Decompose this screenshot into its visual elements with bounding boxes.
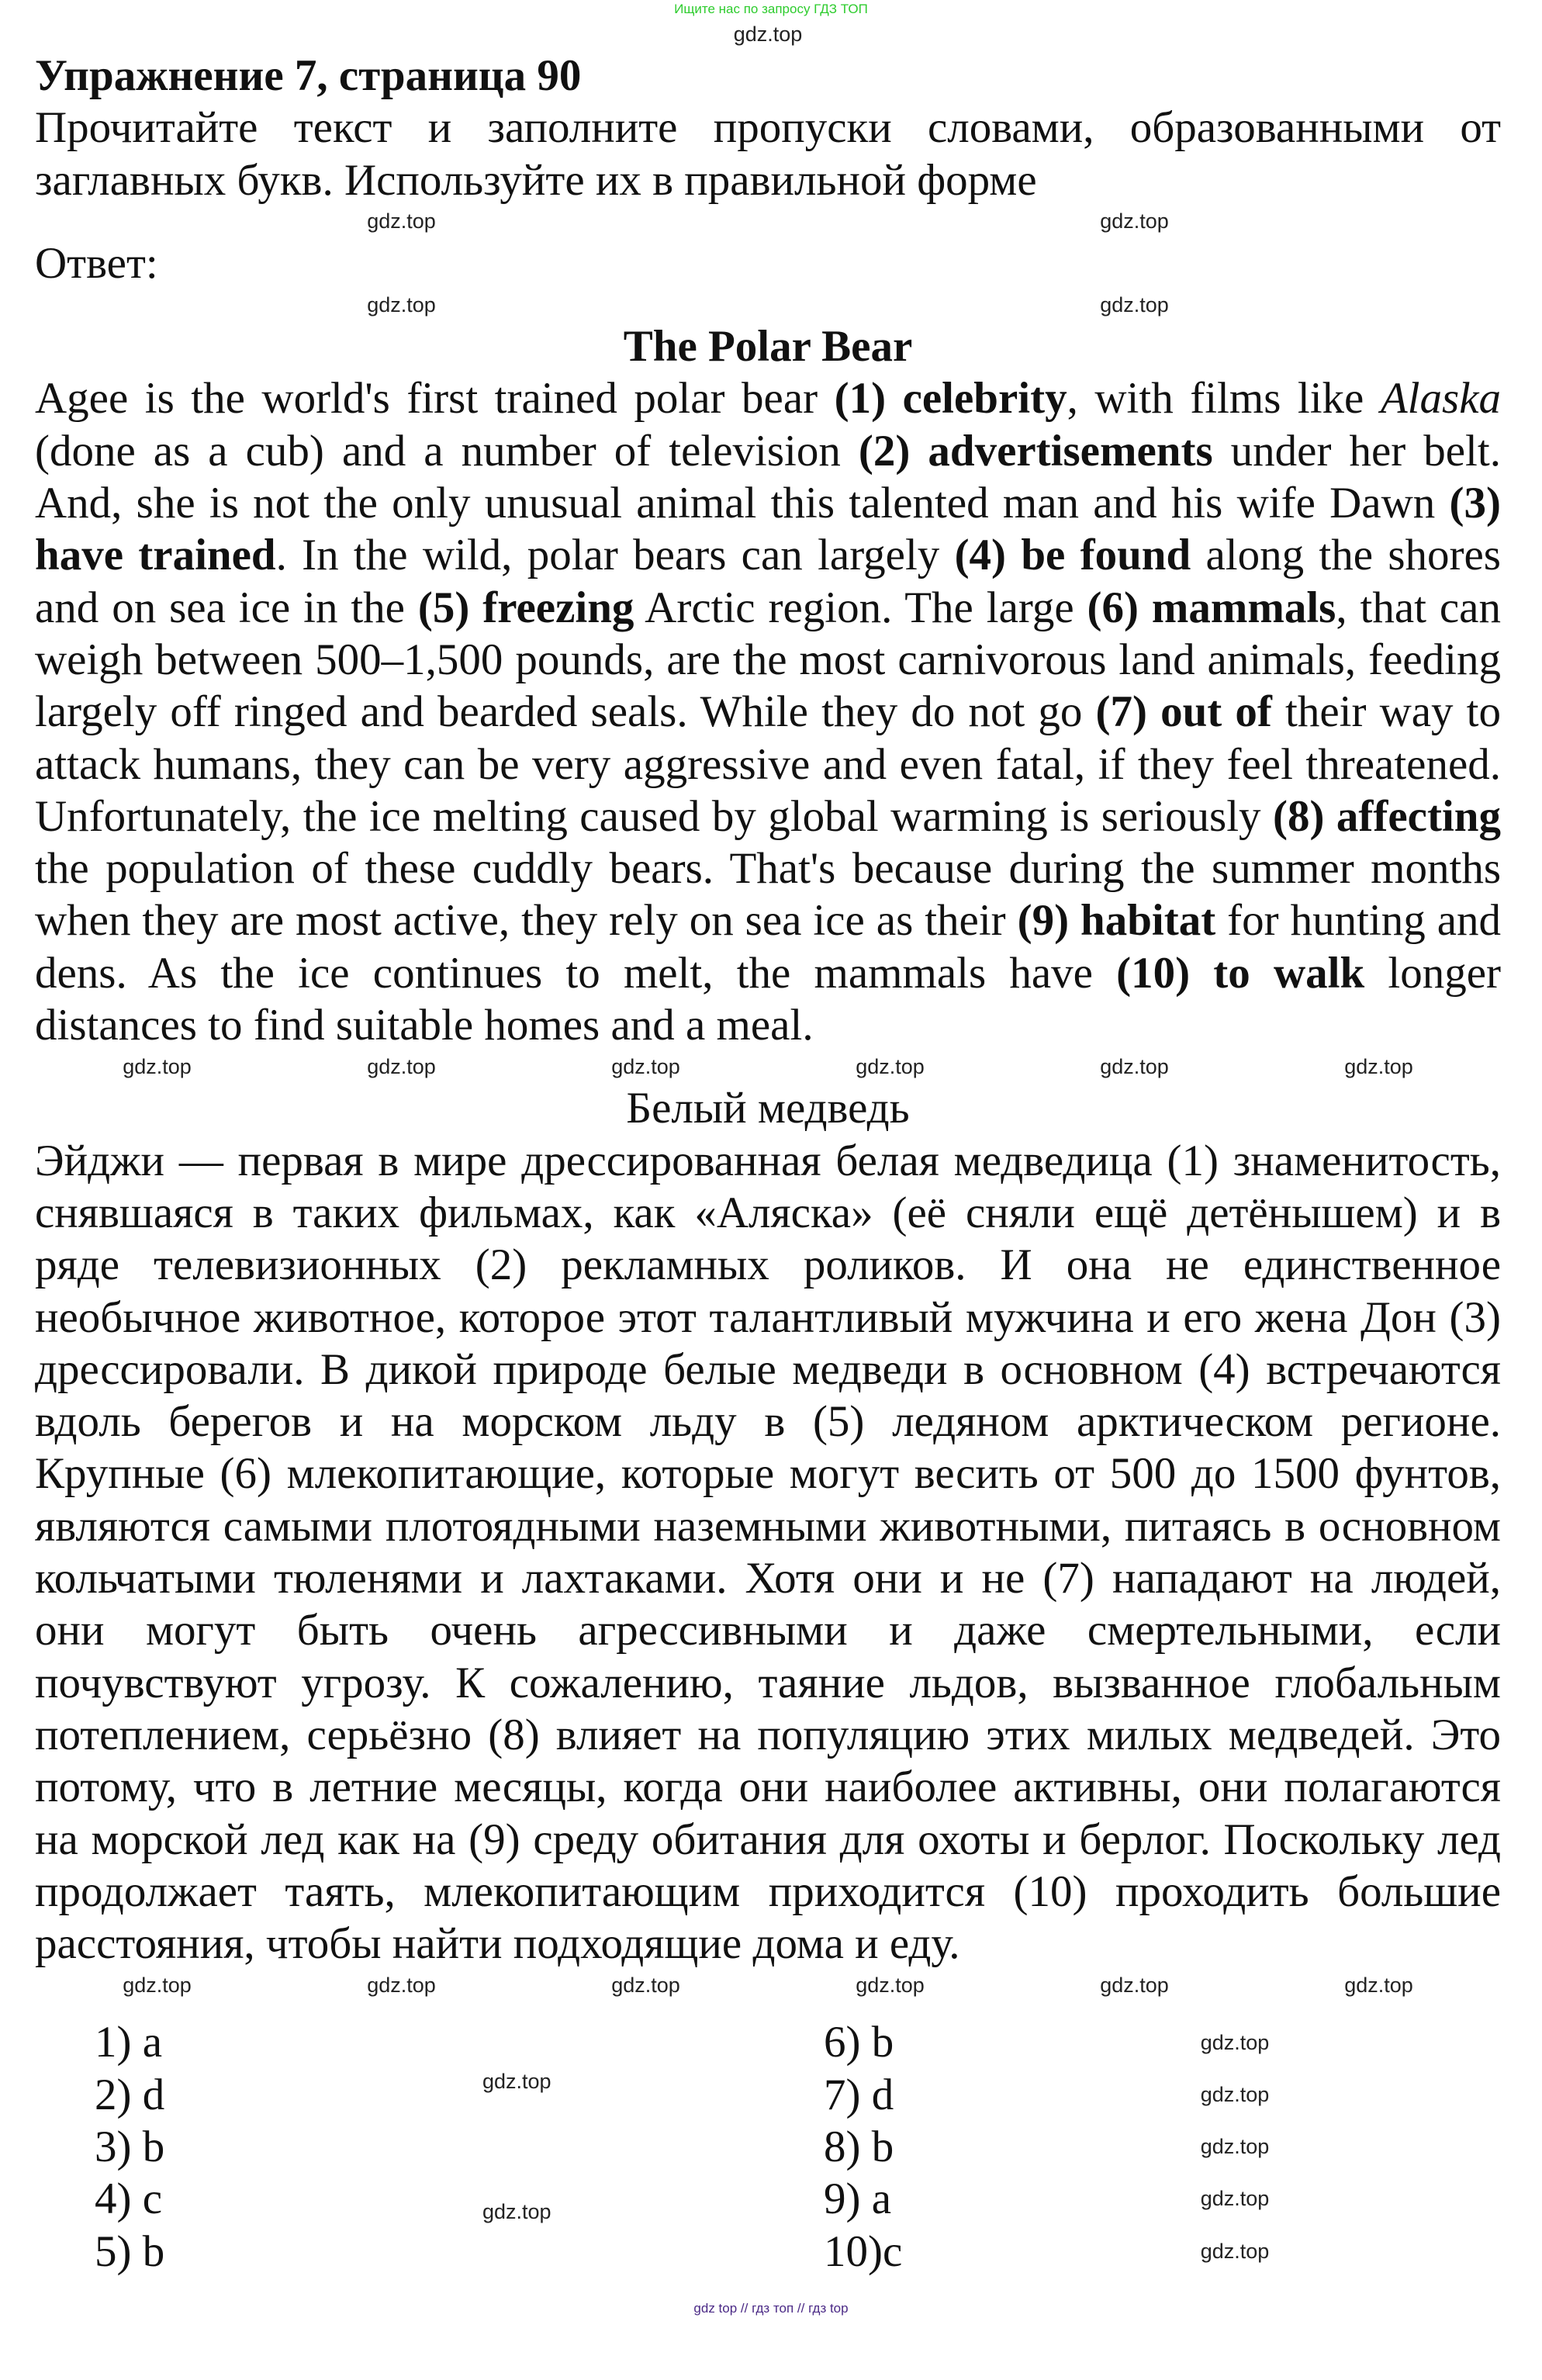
top-banner: Ищите нас по запросу ГДЗ ТОП [674, 2, 868, 16]
watermark: gdz.top [856, 1054, 925, 1078]
answers [35, 2016, 1501, 2277]
watermark: gdz.top [367, 209, 436, 234]
text-segment: . In the wild, polar bears can largely [275, 531, 955, 580]
russian-title: Белый медведь [626, 1084, 910, 1133]
text-segment: , that can weigh between 500–1,500 pounds, are the most carnivorous land animals, feeding largely off ringed and bearded seals. While they do not go [35, 583, 1501, 737]
watermark: gdz.top [1344, 1054, 1413, 1078]
text-segment: , with films like [1067, 374, 1381, 424]
answer-item: 10)c [824, 2226, 903, 2276]
russian-text: Эйджи — первая в мире дрессированная белая медведица (1) знаменитость, снявшаяся в таких фильмах, как «Аляска» (её сняли ещё детёнышем) и в ряде телевизионных (2) рекламных роликов. И она не единственное необычное животное, которое этот талантливый мужчина и его жена Дон (3) дрессировали. В дикой природе белые медведи в основном (4) встречаются вдоль берегов и на морском льду в (5) ледяном арктическом регионе. Крупные (6) млекопитающие, которые могут весить от 500 до 1500 фунтов, являются самыми плотоядными наземными животными, питаясь в основном кольчатыми тюленями и лахтаками. Хотя они и не (7) нападают на людей, они могут быть очень агрессивными и даже смертельными, если почувствуют угрозу. К сожалению, таяние льдов, вызванное глобальным потеплением, серьёзно (8) влияет на популяцию этих милых медведей. Это потому, что в летние месяцы, когда они наиболее активны, они полагаются на морской лед как на (9) среду обитания для охоты и берлог. Поскольку лед продолжает таять, млекопитающим приходится (10) проходить большие расстояния, чтобы найти подходящие дома и еду. [35, 1136, 1501, 1969]
answer-word: (1) celebrity [834, 374, 1067, 424]
answer-word: (6) mammals [1087, 583, 1336, 632]
text-segment: under her belt. And, she is not the only unusual animal this talented man and his wife Dawn [35, 426, 1501, 528]
answer-item: 7) d [824, 2070, 894, 2119]
text-segment: (done as a cub) and a number of television [35, 426, 859, 476]
bottom-banner: gdz top // гдз топ // гдз top [693, 2300, 849, 2316]
watermark: gdz.top [1100, 1054, 1169, 1078]
answer-item: 8) b [824, 2122, 894, 2171]
watermark-row [35, 1051, 1501, 1082]
answers-right [824, 2016, 1118, 2277]
watermark: gdz.top [1200, 2187, 1270, 2211]
text-segment: the population of these cuddly bears. That's because during the summer months when they are most active, they rely on sea ice as their [35, 844, 1501, 946]
watermark: gdz.top [1200, 2135, 1270, 2159]
watermark: gdz.top [1200, 2082, 1270, 2106]
watermark: gdz.top [611, 1054, 680, 1078]
watermark: gdz.top [367, 292, 436, 317]
text-segment: for hunting and dens. As the ice continues to melt, the mammals have [35, 896, 1501, 998]
answers-left [95, 2016, 482, 2277]
watermark: gdz.top [1100, 209, 1169, 234]
answer-word: (5) freezing [417, 583, 634, 632]
answer-item: 6) b [824, 2018, 894, 2067]
watermark-row [35, 1970, 1501, 2001]
watermark-row [35, 289, 1501, 320]
watermark: gdz.top [1200, 2030, 1270, 2054]
watermark: gdz.top [482, 2070, 551, 2093]
watermark: gdz.top [733, 22, 803, 46]
answer-item: 1) a [95, 2018, 163, 2067]
answer-word: (10) to walk [1116, 948, 1365, 998]
text-segment: Agee is the world's first trained polar bear [35, 374, 835, 424]
answer-word: (8) affecting [1273, 791, 1501, 841]
watermark: gdz.top [123, 1973, 192, 1997]
film-title: Alaska [1380, 374, 1501, 424]
answer-word: (2) advertisements [858, 426, 1213, 476]
answer-item: 3) b [95, 2122, 165, 2171]
answer-item: 5) b [95, 2226, 165, 2276]
answer-word: (7) out of [1095, 687, 1272, 737]
answer-word: (3) have trained [35, 479, 1501, 580]
watermark-row [35, 206, 1501, 237]
answer-item: 9) a [824, 2174, 892, 2224]
watermark: gdz.top [611, 1973, 680, 1997]
answer-word: (4) be found [954, 531, 1191, 580]
watermark: gdz.top [123, 1054, 192, 1078]
task-text: Прочитайте текст и заполните пропуски словами, образованными от заглавных букв. Используйте их в правильной форме [35, 103, 1501, 205]
english-text [35, 372, 1501, 1051]
exercise-heading: Упражнение 7, страница 90 [35, 51, 582, 100]
watermark: gdz.top [1100, 292, 1169, 317]
watermark: gdz.top [856, 1973, 925, 1997]
text-segment: their way to attack humans, they can be very aggressive and even fatal, if they feel threatened. Unfortunately, the ice melting caused by global warming is seriously [35, 687, 1501, 841]
watermark: gdz.top [1200, 2239, 1270, 2263]
text-segment: along the shores and on sea ice in the [35, 531, 1501, 632]
english-title: The Polar Bear [623, 322, 913, 372]
text-segment: longer distances to find suitable homes and a meal. [35, 948, 1501, 1050]
answer-item: 4) c [95, 2174, 163, 2224]
text-segment: Arctic region. The large [634, 583, 1087, 632]
watermark: gdz.top [1100, 1973, 1169, 1997]
watermark: gdz.top [367, 1054, 436, 1078]
watermark: gdz.top [482, 2200, 551, 2224]
watermark: gdz.top [1344, 1973, 1413, 1997]
watermark: gdz.top [367, 1973, 436, 1997]
watermark-row [35, 19, 1501, 50]
answer-item: 2) d [95, 2070, 165, 2119]
answer-label: Ответ: [35, 238, 158, 288]
answer-word: (9) habitat [1017, 896, 1216, 946]
watermark-column [1118, 2016, 1351, 2277]
watermark-column [482, 2016, 824, 2277]
